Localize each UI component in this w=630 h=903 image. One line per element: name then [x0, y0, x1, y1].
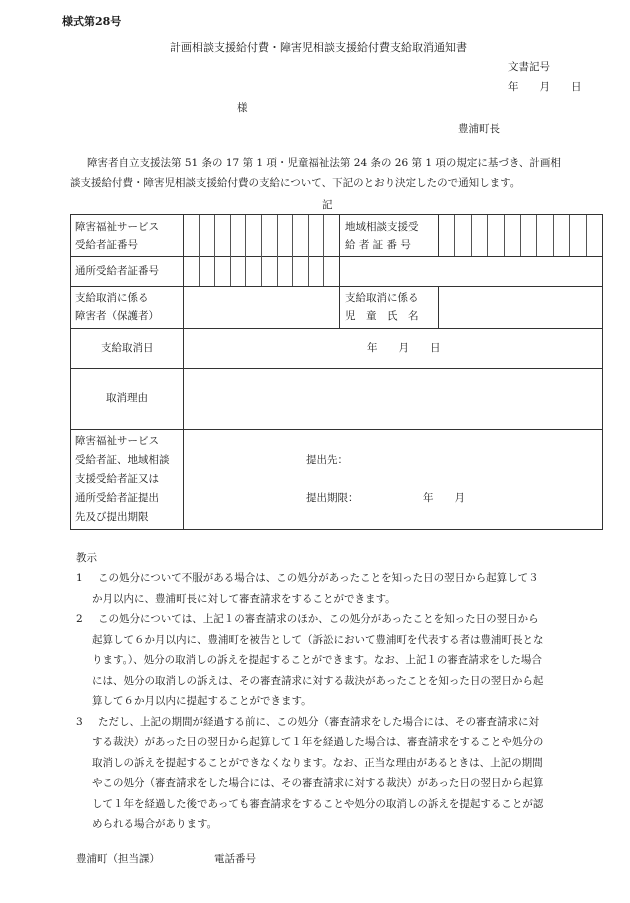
cancel-date-label: 支給取消日: [101, 342, 154, 354]
row-divider: [71, 328, 602, 329]
col-divider: [438, 286, 439, 328]
note-line: められる場合があります。: [92, 818, 218, 830]
day-service-number-label: 通所受給者証番号: [75, 265, 159, 277]
note-line: 起算して６か月以内に、豊浦町を被告として（訴訟において豊浦町を代表する者は豊浦町長とな: [92, 633, 544, 646]
form-number: 様式第28号: [62, 15, 122, 28]
beneficiary-number-label-2: 受給者証番号: [75, 239, 138, 251]
date-label: 年 月 日: [508, 81, 582, 93]
note-line: して１年を経過した後であっても審査請求をすることや処分の取消しの訴えを提起することが認: [92, 797, 544, 810]
intro-paragraph: [70, 158, 600, 197]
row-divider: [71, 368, 602, 369]
note-line: この処分について不服がある場合は、この処分があったことを知った日の翌日から起算して３: [98, 572, 539, 584]
child-name-label: 支給取消に係る: [345, 292, 419, 304]
cancel-date-value[interactable]: 年 月 日: [367, 342, 441, 354]
issuer-name: 豊浦町長: [458, 123, 500, 135]
note-line: この処分については、上記１の審査請求のほか、この処分があったことを知った日の翌日から: [98, 613, 539, 625]
recipient-suffix: 様: [237, 102, 248, 114]
note-line: する裁決）があった日の翌日から起算して１年を経過した場合は、審査請求をすることや処分の: [92, 736, 544, 748]
community-support-label: 地域相談支援受: [345, 221, 419, 233]
submission-deadline-date[interactable]: 年 月: [423, 492, 465, 504]
responsible-department: 豊浦町（担当課）: [76, 853, 160, 865]
notes-list: [76, 573, 601, 840]
submission-label-3: 支援受給者証又は: [75, 473, 159, 485]
intro-line-2: 談支援給付費・障害児相談支援給付費の支給について、下記のとおり決定したので通知します。: [70, 176, 521, 189]
submission-deadline-label: 提出期限：: [306, 492, 359, 504]
col-divider: [339, 215, 340, 256]
cancel-person-label: 支給取消に係る: [75, 292, 149, 304]
child-name-label-2: 児 童 氏 名: [345, 310, 419, 322]
note-number: 2: [76, 613, 83, 625]
intro-line-1: 障害者自立支援法第 51 条の 17 第 1 項・児童福祉法第 24 条の 26 第 1 項の規定に基づき、計画相: [87, 157, 561, 169]
submission-label-4: 通所受給者証提出: [75, 492, 159, 504]
form-table: [70, 214, 603, 530]
note-line: か月以内に、豊浦町長に対して審査請求をすることができます。: [92, 592, 396, 605]
note-line: には、処分の取消しの訴えは、その審査請求に対する裁決があったことを知った日の翌日から起: [92, 674, 544, 687]
note-line: 算して６か月以内に提起することができます。: [92, 695, 312, 707]
beneficiary-number-boxes[interactable]: [183, 215, 339, 286]
submission-label-1: 障害福祉サービス: [75, 435, 159, 447]
doc-number-label: 文書記号: [508, 61, 550, 73]
note-line: ります。）、処分の取消しの訴えを提起することができます。なお、上記１の審査請求をした場合: [92, 654, 542, 666]
row-divider: [71, 429, 602, 430]
notes-heading: 教示: [76, 552, 97, 564]
beneficiary-number-label: 障害福祉サービス: [75, 221, 159, 233]
submission-destination-label: 提出先：: [306, 454, 348, 466]
col-divider: [339, 256, 340, 286]
cancel-person-label-2: 障害者（保護者）: [75, 310, 159, 322]
phone-label: 電話番号: [214, 853, 256, 865]
submission-label-5: 先及び提出期限: [75, 511, 149, 523]
community-support-number-boxes[interactable]: [438, 215, 602, 256]
ki-mark: 記: [322, 199, 333, 211]
community-support-label-2: 給 者 証 番 号: [345, 239, 411, 251]
note-number: 1: [76, 572, 83, 584]
row-divider: [71, 286, 602, 287]
note-line: やこの処分（審査請求をした場合には、その審査請求に対する裁決）があった日の翌日から起算: [92, 777, 544, 789]
note-number: 3: [76, 715, 83, 728]
cancel-reason-label: 取消理由: [106, 392, 148, 404]
submission-label-2: 受給者証、地域相談: [75, 454, 170, 466]
document-title: 計画相談支援給付費・障害児相談支援給付費支給取消通知書: [170, 41, 467, 54]
note-line: ただし、上記の期間が経過する前に、この処分（審査請求をした場合には、その審査請求に対: [98, 715, 539, 728]
note-line: 取消しの訴えを提起することができなくなります。なお、正当な理由があるときは、上記の期間: [92, 756, 543, 769]
col-divider: [339, 286, 340, 328]
